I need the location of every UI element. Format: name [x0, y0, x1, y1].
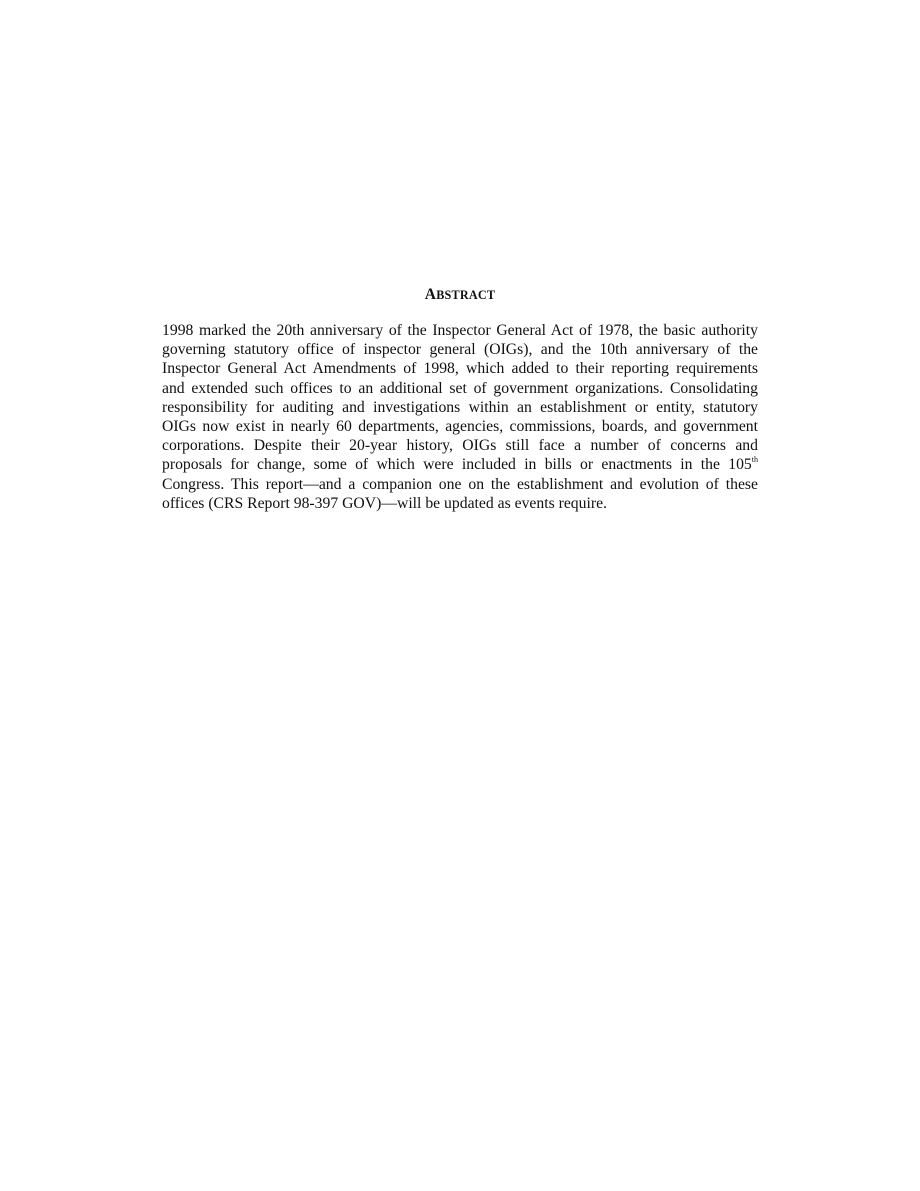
abstract-line: OIGs now exist in nearly 60 departments, agencies, commissions, boards, and government [162, 418, 758, 436]
abstract-line: governing statutory office of inspector general (OIGs), and the 10th anniversary of the [162, 341, 758, 359]
abstract-paragraph [162, 321, 758, 513]
abstract-line: corporations. Despite their 20-year history, OIGs still face a number of concerns and [162, 437, 758, 455]
abstract-heading-initial: A [424, 286, 437, 303]
abstract-line-with-superscript [162, 455, 758, 474]
abstract-heading-rest: BSTRACT [436, 288, 496, 302]
abstract-line: 1998 marked the 20th anniversary of the Inspector General Act of 1978, the basic authority [162, 322, 758, 339]
abstract-heading [162, 286, 758, 304]
abstract-line: responsibility for auditing and investigations within an establishment or entity, statutory [162, 398, 758, 416]
abstract-line: Congress. This report—and a companion one on the establishment and evolution of these [162, 475, 758, 493]
ordinal-superscript: th [751, 455, 758, 465]
abstract-line-last: offices (CRS Report 98-397 GOV)—will be updated as events require. [162, 494, 607, 512]
abstract-line: Inspector General Act Amendments of 1998, which added to their reporting requirements [162, 360, 758, 378]
abstract-line-text: proposals for change, some of which were included in bills or enactments in the 105 [162, 456, 752, 474]
abstract-line: and extended such offices to an additional set of government organizations. Consolidating [162, 379, 758, 397]
